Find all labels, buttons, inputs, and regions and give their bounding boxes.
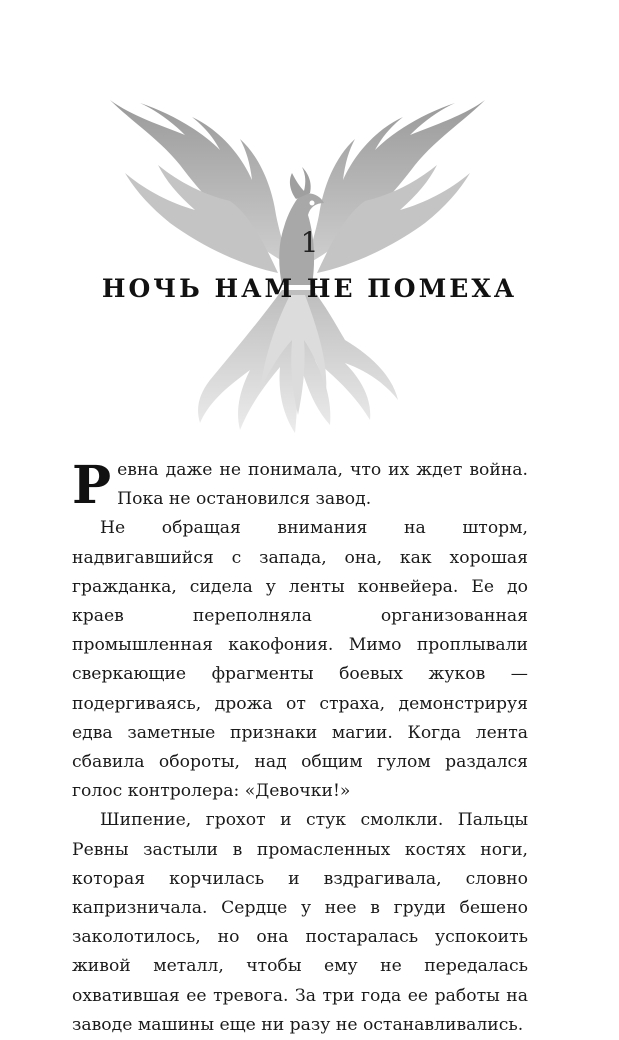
paragraph-1-text: евна даже не понимала, что их ждет война. Пока не остановился завод. [117,460,528,510]
chapter-title: НОЧЬ НАМ НЕ ПОМЕХА [101,274,518,303]
phoenix-icon [100,95,495,435]
drop-cap: Р [72,455,112,516]
chapter-number: 1 [300,226,319,259]
paragraph-3: Шипение, грохот и стук смолкли. Пальцы Ревны застыли в промасленных костях ноги, которая корчилась и вздрагивала, словно капризничала. Сердце у нее в груди бешено заколотилось, но она постаралась успокоить живой металл, чтобы ему не передалась охватившая ее тревога. За три года ее работы на заводе машины еще ни разу не останавливались. [72,810,528,1035]
chapter-body [72,456,528,1040]
paragraph-2: Не обращая внимания на шторм, надвигавшийся с запада, она, как хорошая гражданка, сидела у ленты конвейера. Ее до краев переполняла организованная промышленная какофония. Мимо проплывали сверкающие фрагменты боевых жуков — подергиваясь, дрожа от страха, демонстрируя едва заметные признаки магии. Когда лента сбавила обороты, над общим гулом раздался голос контролера: «Девочки!» [72,518,528,802]
paragraph-1 [72,456,528,514]
